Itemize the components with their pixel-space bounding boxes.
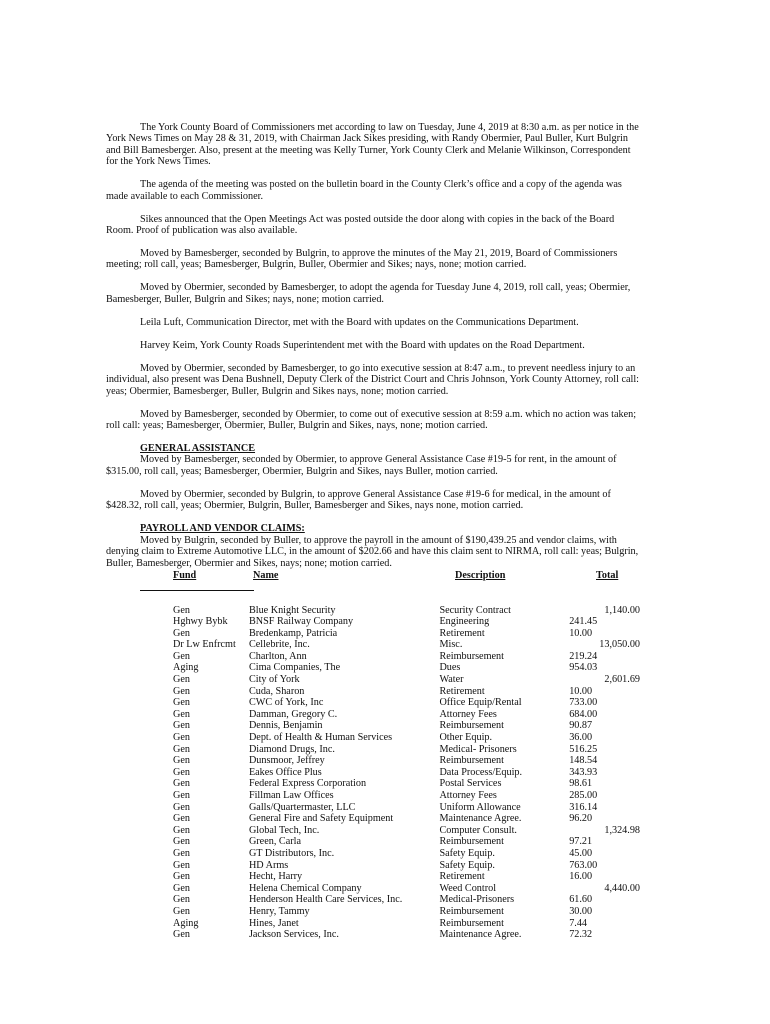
cell-total: 30.00: [569, 905, 593, 917]
table-row: [173, 929, 640, 941]
claims-table: [173, 605, 640, 941]
column-header-fund: Fund: [173, 569, 197, 581]
cell-total: 316.14: [569, 801, 598, 813]
cell-description: Other Equip.: [439, 732, 493, 744]
cell-description: Medical- Prisoners: [439, 743, 517, 755]
cell-name: Blue Knight Security: [248, 604, 336, 616]
cell-description: Safety Equip.: [439, 847, 495, 859]
cell-total: 16.00: [569, 871, 593, 883]
minutes-paragraph: Leila Luft, Communication Director, met with the Board with updates on the Communications Department.: [140, 316, 579, 328]
table-row: [173, 871, 640, 883]
cell-fund: Gen: [173, 882, 190, 894]
cell-total: 10.00: [569, 685, 593, 697]
cell-total: 1,140.00: [604, 604, 640, 616]
cell-description: Retirement: [439, 871, 485, 883]
cell-fund: Gen: [173, 790, 190, 801]
cell-fund: Gen: [173, 905, 190, 917]
table-row: [173, 894, 640, 906]
cell-total: 96.20: [569, 813, 593, 825]
cell-description: Attorney Fees: [439, 790, 497, 801]
cell-name: Dunsmoor, Jeffrey: [248, 755, 325, 767]
minutes-paragraph: Moved by Obermier, seconded by Bamesberger, to go into executive session at 8:47 a.m., to prevent needless injury to an individual, also present was Dena Bushnell, Deputy Clerk of the District Court and Chris Johnson, York County Attorney, roll call: yeas; Obermier, Bamesberger, Buller, Bulgrin and Sikes nays, none; motion carried.: [106, 362, 639, 397]
cell-total: 45.00: [569, 847, 593, 859]
cell-total: 241.45: [569, 616, 598, 628]
cell-fund: Gen: [173, 650, 190, 662]
cell-total: 954.03: [569, 662, 598, 674]
cell-description: Reimbursement: [439, 905, 504, 917]
cell-name: Henderson Health Care Services, Inc.: [248, 894, 403, 906]
cell-total: 285.00: [569, 790, 598, 801]
cell-total: 2,601.69: [604, 674, 640, 686]
table-row: [173, 860, 640, 872]
cell-total: 10.00: [569, 627, 593, 639]
table-row: [173, 755, 640, 767]
cell-name: HD Arms: [248, 859, 289, 871]
cell-name: GT Distributors, Inc.: [248, 847, 335, 859]
claims-header: [106, 570, 640, 592]
minutes-paragraph: Moved by Obermier, seconded by Bamesberger, to adopt the agenda for Tuesday June 4, 2019, roll call, yeas; Obermier, Bamesberger, Buller, Bulgrin and Sikes; nays, none; motion carried.: [106, 282, 631, 305]
table-row: [173, 616, 640, 628]
document-page: [106, 122, 640, 941]
general-assistance-paragraph: Moved by Bamesberger, seconded by Obermier, to approve General Assistance Case #19-5 for rent, in the amount of $315.00, roll call, yeas; Bamesberger, Obermier, Bulgrin and Sikes, nays Buller, motion carried.: [106, 454, 617, 477]
minutes-paragraph: Moved by Bamesberger, seconded by Bulgrin, to approve the minutes of the May 21, 2019, Board of Commissioners meeting; roll call, yeas; Bamesberger, Bulgrin, Buller, Obermier and Sikes; nays, none; motion carried.: [106, 248, 618, 271]
cell-description: Reimbursement: [439, 755, 504, 767]
cell-description: Retirement: [439, 627, 485, 639]
general-assistance-heading: GENERAL ASSISTANCE: [140, 443, 256, 455]
cell-name: Global Tech, Inc.: [248, 824, 320, 836]
table-row: [173, 697, 640, 709]
cell-description: Maintenance Agree.: [439, 929, 522, 941]
cell-name: Cellebrite, Inc.: [248, 639, 310, 651]
cell-description: Postal Services: [439, 778, 502, 790]
column-header-name: Name: [253, 569, 279, 581]
table-row: [173, 778, 640, 790]
cell-description: Data Process/Equip.: [439, 766, 523, 778]
cell-total: 733.00: [569, 697, 598, 709]
cell-fund: Gen: [173, 674, 190, 686]
cell-description: Dues: [439, 662, 461, 674]
cell-name: Federal Express Corporation: [248, 778, 367, 790]
table-row: [173, 883, 640, 895]
table-row: [173, 720, 640, 732]
table-row: [173, 790, 640, 802]
cell-fund: Gen: [173, 813, 190, 825]
cell-total: 4,440.00: [604, 882, 640, 894]
table-row: [173, 906, 640, 918]
cell-total: 97.21: [569, 836, 593, 848]
cell-fund: Gen: [173, 732, 190, 744]
table-row: [173, 651, 640, 663]
table-row: [173, 674, 640, 686]
cell-description: Computer Consult.: [439, 824, 517, 836]
cell-name: BNSF Railway Company: [248, 616, 354, 628]
table-row: [173, 662, 640, 674]
cell-description: Reimbursement: [439, 650, 504, 662]
table-row: [173, 732, 640, 744]
cell-fund: Gen: [173, 627, 190, 639]
cell-name: Hines, Janet: [248, 917, 299, 929]
cell-fund: Hghwy Bybk: [173, 616, 228, 628]
table-row: [173, 802, 640, 814]
cell-fund: Gen: [173, 836, 190, 848]
cell-total: 7.44: [569, 917, 588, 929]
cell-description: Reimbursement: [439, 720, 504, 732]
cell-description: Reimbursement: [439, 917, 504, 929]
cell-fund: Gen: [173, 778, 190, 790]
cell-name: Dennis, Benjamin: [248, 720, 323, 732]
table-row: [173, 836, 640, 848]
table-row: [173, 813, 640, 825]
table-row: [173, 709, 640, 721]
cell-description: Safety Equip.: [439, 859, 495, 871]
cell-description: Weed Control: [439, 882, 497, 894]
cell-fund: Gen: [173, 743, 190, 755]
cell-description: Reimbursement: [439, 836, 504, 848]
table-row: [173, 605, 640, 617]
cell-name: Charlton, Ann: [248, 650, 307, 662]
cell-fund: Gen: [173, 766, 190, 778]
cell-name: Fillman Law Offices: [248, 790, 334, 801]
cell-total: 763.00: [569, 859, 598, 871]
general-assistance-paragraph: Moved by Obermier, seconded by Bulgrin, to approve General Assistance Case #19-6 for medical, in the amount of $428.32, roll call, yeas; Obermier, Bulgrin, Buller, Bamesberger and Sikes, nays none, motion carried.: [106, 488, 611, 512]
cell-name: Galls/Quartermaster, LLC: [248, 801, 356, 813]
cell-name: Helena Chemical Company: [248, 882, 362, 894]
cell-fund: Gen: [173, 929, 190, 941]
cell-fund: Dr Lw Enfrcmt: [173, 639, 236, 651]
general-assistance-section: [106, 454, 640, 511]
table-row: [173, 628, 640, 640]
cell-description: Medical-Prisoners: [439, 894, 515, 906]
table-row: [173, 767, 640, 779]
cell-total: 343.93: [569, 766, 598, 778]
cell-name: City of York: [248, 674, 300, 686]
cell-fund: Gen: [173, 685, 190, 697]
cell-name: Dept. of Health & Human Services: [248, 732, 393, 744]
cell-name: Hecht, Harry: [248, 871, 303, 883]
cell-fund: Gen: [173, 871, 190, 883]
table-row: [173, 686, 640, 698]
table-row: [173, 825, 640, 837]
cell-total: 90.87: [569, 720, 593, 732]
cell-fund: Gen: [173, 720, 190, 732]
cell-fund: Gen: [173, 708, 190, 720]
cell-fund: Gen: [173, 604, 190, 616]
cell-total: 36.00: [569, 732, 593, 744]
cell-fund: Gen: [173, 697, 190, 709]
cell-fund: Gen: [173, 847, 190, 859]
minutes-paragraph: Sikes announced that the Open Meetings Act was posted outside the door along with copies in the back of the Board Room. Proof of publication was also available.: [106, 213, 615, 237]
cell-fund: Aging: [173, 917, 199, 929]
table-row: [173, 744, 640, 756]
cell-description: Attorney Fees: [439, 708, 497, 720]
cell-total: 1,324.98: [604, 824, 640, 836]
header-rule: [140, 590, 254, 591]
cell-total: 72.32: [569, 929, 593, 941]
cell-name: Jackson Services, Inc.: [248, 929, 339, 941]
cell-name: Henry, Tammy: [248, 905, 310, 917]
minutes-paragraph: Moved by Bamesberger, seconded by Obermier, to come out of executive session at 8:59 a.m. which no action was taken; roll call: yeas; Bamesberger, Obermier, Buller, Bulgrin and Sikes, nays, none; motion carried.: [106, 408, 637, 432]
cell-total: 219.24: [569, 650, 598, 662]
cell-name: Damman, Gregory C.: [248, 708, 338, 720]
cell-name: Bredenkamp, Patricia: [248, 627, 338, 639]
cell-name: Green, Carla: [248, 836, 301, 848]
cell-fund: Gen: [173, 859, 190, 871]
cell-description: Engineering: [439, 616, 490, 628]
payroll-paragraph: Moved by Bulgrin, seconded by Buller, to approve the payroll in the amount of $190,439.25 and vendor claims, with denying claim to Extreme Automotive LLC, in the amount of $202.66 and have this claim sent to NIRMA, roll call: yeas; Bulgrin, Buller, Bamesberger, Obermier and Sikes, nays; none; motion carried.: [106, 534, 639, 569]
cell-description: Office Equip/Rental: [439, 697, 522, 709]
cell-total: 684.00: [569, 708, 598, 720]
minutes-paragraph: Harvey Keim, York County Roads Superintendent met with the Board with updates on the Road Department.: [140, 339, 585, 351]
cell-name: General Fire and Safety Equipment: [248, 813, 394, 825]
payroll-heading: PAYROLL AND VENDOR CLAIMS:: [140, 523, 305, 535]
cell-name: CWC of York, Inc: [248, 697, 324, 709]
table-row: [173, 639, 640, 651]
cell-total: 516.25: [569, 743, 598, 755]
cell-description: Security Contract: [439, 604, 512, 616]
minutes-paragraph: The agenda of the meeting was posted on the bulletin board in the County Clerk’s office and a copy of the agenda was made available to each Commissioner.: [106, 179, 622, 202]
cell-fund: Aging: [173, 662, 199, 674]
cell-fund: Gen: [173, 824, 190, 836]
column-header-description: Description: [455, 569, 506, 581]
cell-description: Maintenance Agree.: [439, 813, 522, 825]
cell-fund: Gen: [173, 755, 190, 767]
minutes-paragraph: The York County Board of Commissioners met according to law on Tuesday, June 4, 2019 at 8:30 a.m. as per notice in the York News Times on May 28 & 31, 2019, with Chairman Jack Sikes presiding, with Randy Obermier, Paul Buller, Kurt Bulgrin and Bill Bamesberger. Also, present at the meeting was Kelly Turner, York County Clerk and Melanie Wilkinson, Correspondent for the York News Times.: [106, 122, 639, 168]
cell-name: Diamond Drugs, Inc.: [248, 743, 335, 755]
cell-fund: Gen: [173, 894, 190, 906]
column-header-total: Total: [596, 569, 619, 581]
cell-description: Retirement: [439, 685, 485, 697]
cell-total: 148.54: [569, 755, 598, 767]
cell-name: Eakes Office Plus: [248, 766, 322, 778]
cell-total: 61.60: [569, 894, 593, 906]
cell-description: Water: [439, 674, 464, 686]
table-row: [173, 848, 640, 860]
cell-total: 13,050.00: [599, 639, 640, 651]
cell-total: 98.61: [569, 778, 593, 790]
cell-name: Cima Companies, The: [248, 662, 341, 674]
minutes-body: [106, 122, 640, 431]
cell-name: Cuda, Sharon: [248, 685, 305, 697]
table-row: [173, 918, 640, 930]
cell-description: Uniform Allowance: [439, 801, 521, 813]
cell-fund: Gen: [173, 801, 190, 813]
cell-description: Misc.: [439, 639, 463, 651]
